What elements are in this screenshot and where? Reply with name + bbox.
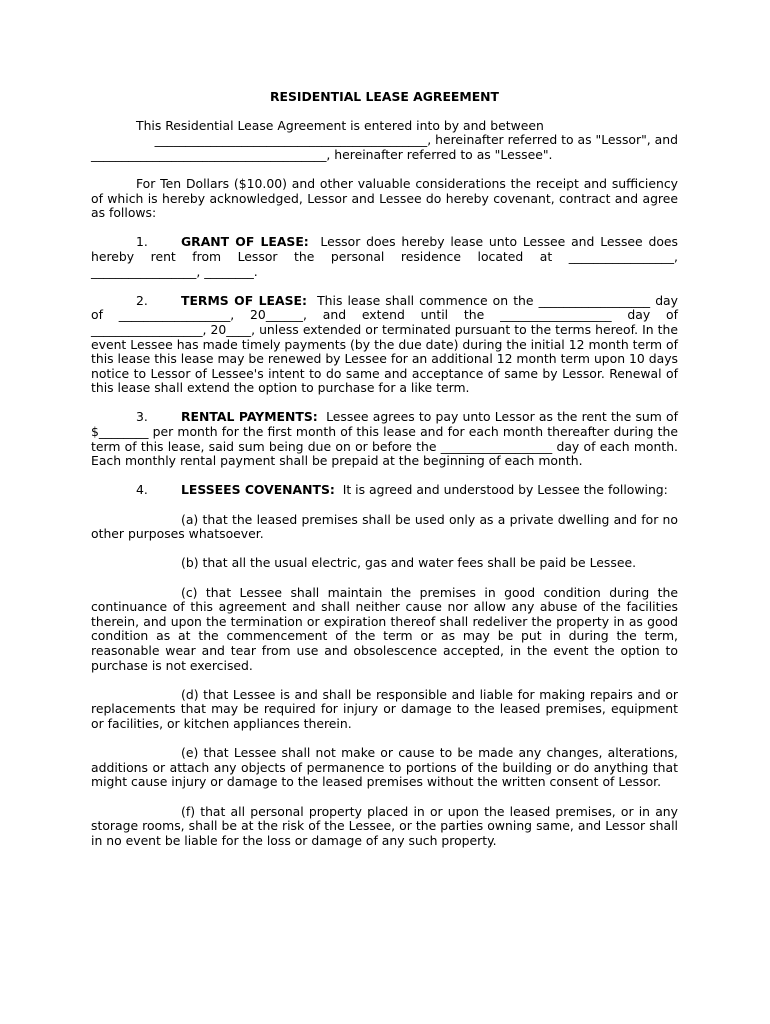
section-text: This lease shall commence on the __________________ day of __________________, 20______, and extend until the __________________ day of __________________, 20____, unless extended or terminated pursuant to the terms hereof. In the event Lessee has made timely payments (by the due date) during the initial 12 month term of this lease this lease may be renewed by Lessee for an additional 12 month term upon 10 days notice to Lessor of Lessee's intent to do same and acceptance of same by Lessor. Renewal of this lease shall extend the option to purchase for a like term.: [91, 292, 678, 396]
section-heading: GRANT OF LEASE:: [181, 234, 309, 250]
intro-line-1: This Residential Lease Agreement is entered into by and between: [136, 117, 544, 133]
covenant-c: (c) that Lessee shall maintain the premises in good condition during the continuance of this agreement and shall neither cause nor allow any abuse of the facilities therein, and upon the termination or expiration thereof shall redeliver the property in as good condition as at the commencement of the term or as may be put in during the term, reasonable wear and tear from use and obsolescence accepted, in the event the option to purchase is not exercised.: [91, 584, 678, 673]
covenant-a: (a) that the leased premises shall be used only as a private dwelling and for no other purposes whatsoever.: [91, 511, 678, 542]
section-lessees-covenants: [91, 483, 678, 498]
consideration-paragraph: For Ten Dollars ($10.00) and other valuable considerations the receipt and sufficiency of which is hereby acknowledged, Lessor and Lessee do hereby covenant, contract and agree as follows:: [91, 175, 678, 221]
section-number: 2.: [136, 292, 148, 308]
covenant-d: (d) that Lessee is and shall be responsible and liable for making repairs and or replacements that may be required for injury or damage to the leased premises, equipment or facilities, or kitchen appliances therein.: [91, 686, 678, 731]
intro-line-2: ____________________________________________, hereinafter referred to as "Lessor", and: [154, 132, 678, 148]
section-text: It is agreed and understood by Lessee the following:: [342, 482, 668, 498]
section-number: 3.: [136, 409, 148, 425]
covenant-e: (e) that Lessee shall not make or cause to be made any changes, alterations, additions or attach any objects of permanence to portions of the building or do anything that might cause injury or damage to the leased premises without the written consent of Lessor.: [91, 745, 678, 790]
section-grant-of-lease: [91, 235, 678, 279]
section-text: Lessee agrees to pay unto Lessor as the rent the sum of $________ per month for the first month of this lease and for each month thereafter during the term of this lease, said sum being due on or before the __________________ day of each month. Each monthly rental payment shall be prepaid at the beginning of each month.: [91, 409, 678, 469]
document-title: RESIDENTIAL LEASE AGREEMENT: [269, 89, 499, 104]
covenant-b: (b) that all the usual electric, gas and water fees shall be paid be Lessee.: [181, 555, 637, 571]
section-heading: RENTAL PAYMENTS:: [181, 409, 318, 425]
section-terms-of-lease: [91, 294, 678, 396]
intro-line-3: ______________________________________, hereinafter referred to as "Lessee".: [91, 146, 553, 162]
section-rental-payments: [91, 410, 678, 468]
section-number: 1.: [136, 234, 148, 250]
covenant-f: (f) that all personal property placed in or upon the leased premises, or in any storage rooms, shall be at the risk of the Lessee, or the parties owning same, and Lessor shall in no event be liable for the loss or damage of any such property.: [91, 803, 678, 848]
section-heading: TERMS OF LEASE:: [181, 292, 307, 308]
lease-document: [91, 90, 678, 848]
section-number: 4.: [136, 482, 148, 498]
section-text: Lessor does hereby lease unto Lessee and Lessee does hereby rent from Lessor the personal residence located at _________________, _________________, ________.: [91, 234, 678, 279]
section-heading: LESSEES COVENANTS:: [181, 482, 335, 498]
